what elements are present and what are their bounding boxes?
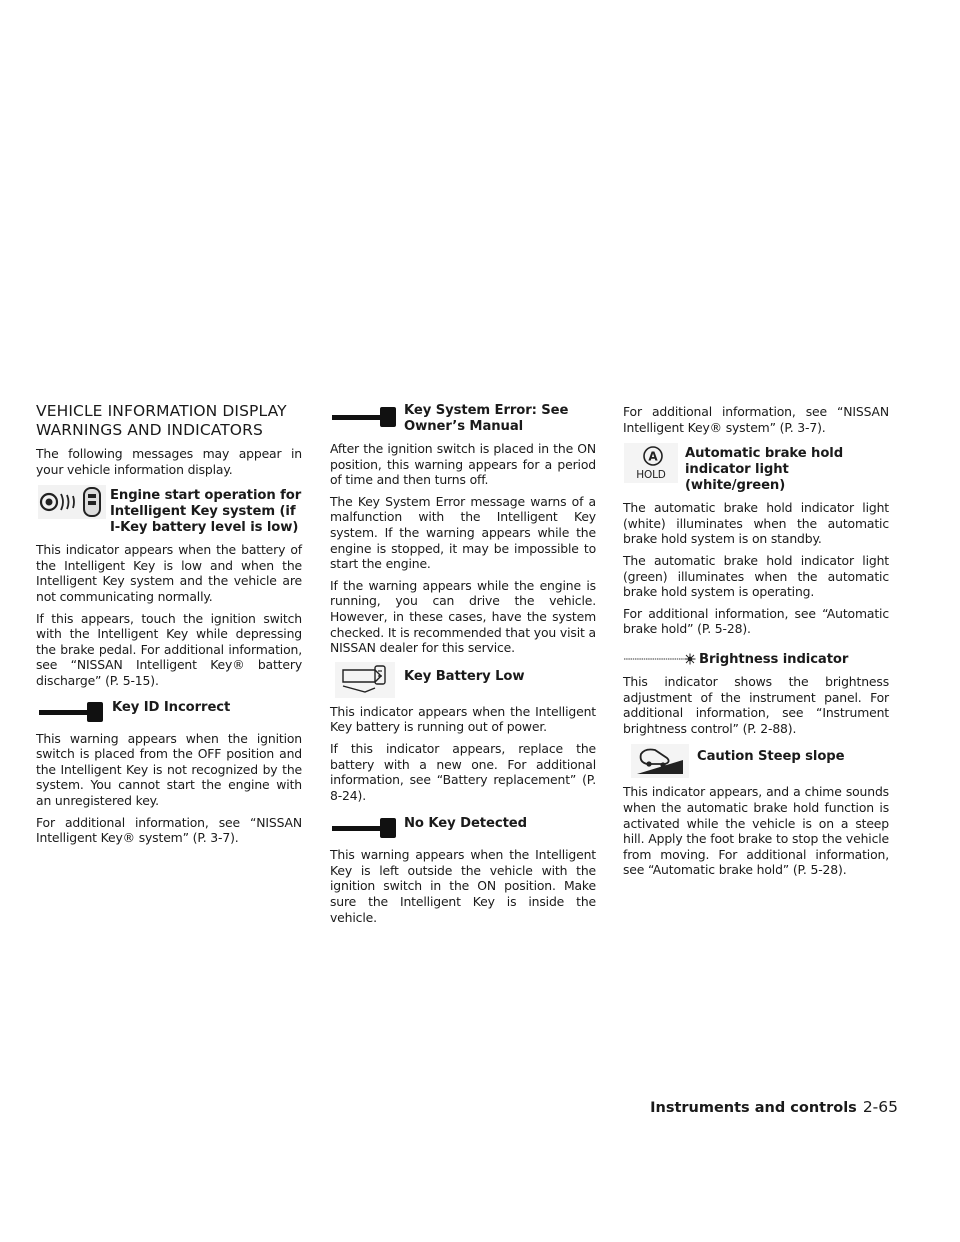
engine-start-heading-row	[36, 487, 302, 536]
engine-start-heading: Engine start operation for Intelligent Key system (if I-Key battery level is low)	[110, 488, 302, 536]
intro-paragraph: The following messages may appear in your vehicle information display.	[36, 446, 302, 477]
section-title: VEHICLE INFORMATION DISPLAY WARNINGS AND INDICATORS	[36, 402, 287, 439]
key-id-heading: Key ID Incorrect	[112, 699, 231, 715]
key-id-paragraph-1: This warning appears when the ignition switch is placed from the OFF position and the Intelligent Key is not recognized by the system. You cannot start the engine with an unregistered key.	[36, 730, 302, 808]
key-icon	[36, 699, 108, 725]
key-icon	[330, 402, 400, 432]
key-battery-paragraph-1: This indicator appears when the Intelligent Key battery is running out of power.	[330, 703, 596, 735]
auto-hold-icon	[623, 443, 679, 483]
steep-slope-heading: Caution Steep slope	[697, 749, 845, 765]
auto-hold-paragraph-3: For additional information, see “Automatic brake hold” (P. 5-28).	[623, 605, 889, 637]
brightness-paragraph-1: This indicator shows the brightness adjustment of the instrument panel. For additional information, see “Instrument brightness control” (P. 2-88).	[623, 673, 889, 736]
column-3	[623, 404, 889, 884]
auto-hold-paragraph-2: The automatic brake hold indicator light (green) illuminates when the automatic brake hold system is operating.	[623, 552, 889, 600]
key-battery-paragraph-2: If this indicator appears, replace the battery with a new one. For additional information, see “Battery replacement” (P. 8-24).	[330, 740, 596, 803]
steep-slope-icon	[623, 744, 693, 778]
brightness-heading-row	[623, 651, 889, 668]
brightness-heading: Brightness indicator	[699, 651, 849, 667]
page-number: 2-65	[862, 1098, 898, 1116]
auto-hold-heading-row	[623, 445, 889, 494]
auto-hold-letter: A	[648, 449, 658, 464]
footer-section-name: Instruments and controls	[650, 1100, 857, 1116]
col3-top-paragraph: For additional information, see “NISSAN Intelligent Key® system” (P. 3-7).	[623, 404, 889, 435]
auto-hold-paragraph-1: The automatic brake hold indicator light (white) illuminates when the automatic brake hold system is on standby.	[623, 500, 889, 547]
column-1	[36, 402, 302, 852]
key-fob-battery-icon	[330, 662, 400, 698]
no-key-paragraph-1: This warning appears when the Intelligent Key is left outside the vehicle with the ignition switch in the ON position. Make sure the Intelligent Key is inside the vehicle.	[330, 847, 596, 925]
column-2	[330, 402, 596, 931]
key-id-heading-row	[36, 699, 302, 725]
engine-start-paragraph-1: This indicator appears when the battery of the Intelligent Key is low and when the Intelligent Key system and the vehicle are not communicating normally.	[36, 542, 302, 604]
key-battery-heading: Key Battery Low	[404, 668, 525, 684]
page-footer	[650, 1098, 898, 1116]
key-id-paragraph-2: For additional information, see “NISSAN Intelligent Key® system” (P. 3-7).	[36, 814, 302, 846]
steep-slope-heading-row	[623, 748, 889, 778]
key-icon	[330, 815, 400, 841]
key-battery-heading-row	[330, 668, 596, 698]
key-system-heading: Key System Error: See Owner’s Manual	[404, 403, 569, 434]
steep-slope-paragraph-1: This indicator appears, and a chime sounds when the automatic brake hold function is activated while the vehicle is on a steep hill. Apply the foot brake to stop the vehicle from moving. For additional information, see “Automatic brake hold” (P. 5-28).	[623, 784, 889, 878]
no-key-heading: No Key Detected	[404, 816, 527, 832]
key-system-heading-row	[330, 402, 596, 435]
key-system-paragraph-1: After the ignition switch is placed in the ON position, this warning appears for a period of time and then turns off.	[330, 441, 596, 488]
engine-start-paragraph-2: If this appears, touch the ignition switch with the Intelligent Key while depressing the brake pedal. For additional information, see “NISSAN Intelligent Key® battery discharge” (P. 5-15).	[36, 610, 302, 688]
auto-hold-heading: Automatic brake hold indicator light (white/green)	[685, 446, 844, 494]
key-system-paragraph-2: The Key System Error message warns of a malfunction with the Intelligent Key system. If the warning appears while the engine is stopped, it may be impossible to start the engine.	[330, 493, 596, 572]
brightness-bar-icon	[623, 651, 697, 667]
auto-hold-label: HOLD	[636, 469, 666, 482]
key-fob-signal-icon	[36, 484, 108, 520]
key-system-paragraph-3: If the warning appears while the engine is running, you can drive the vehicle. However, in these cases, have the system checked. It is recommended that you visit a NISSAN dealer for this service.	[330, 577, 596, 656]
no-key-heading-row	[330, 815, 596, 841]
